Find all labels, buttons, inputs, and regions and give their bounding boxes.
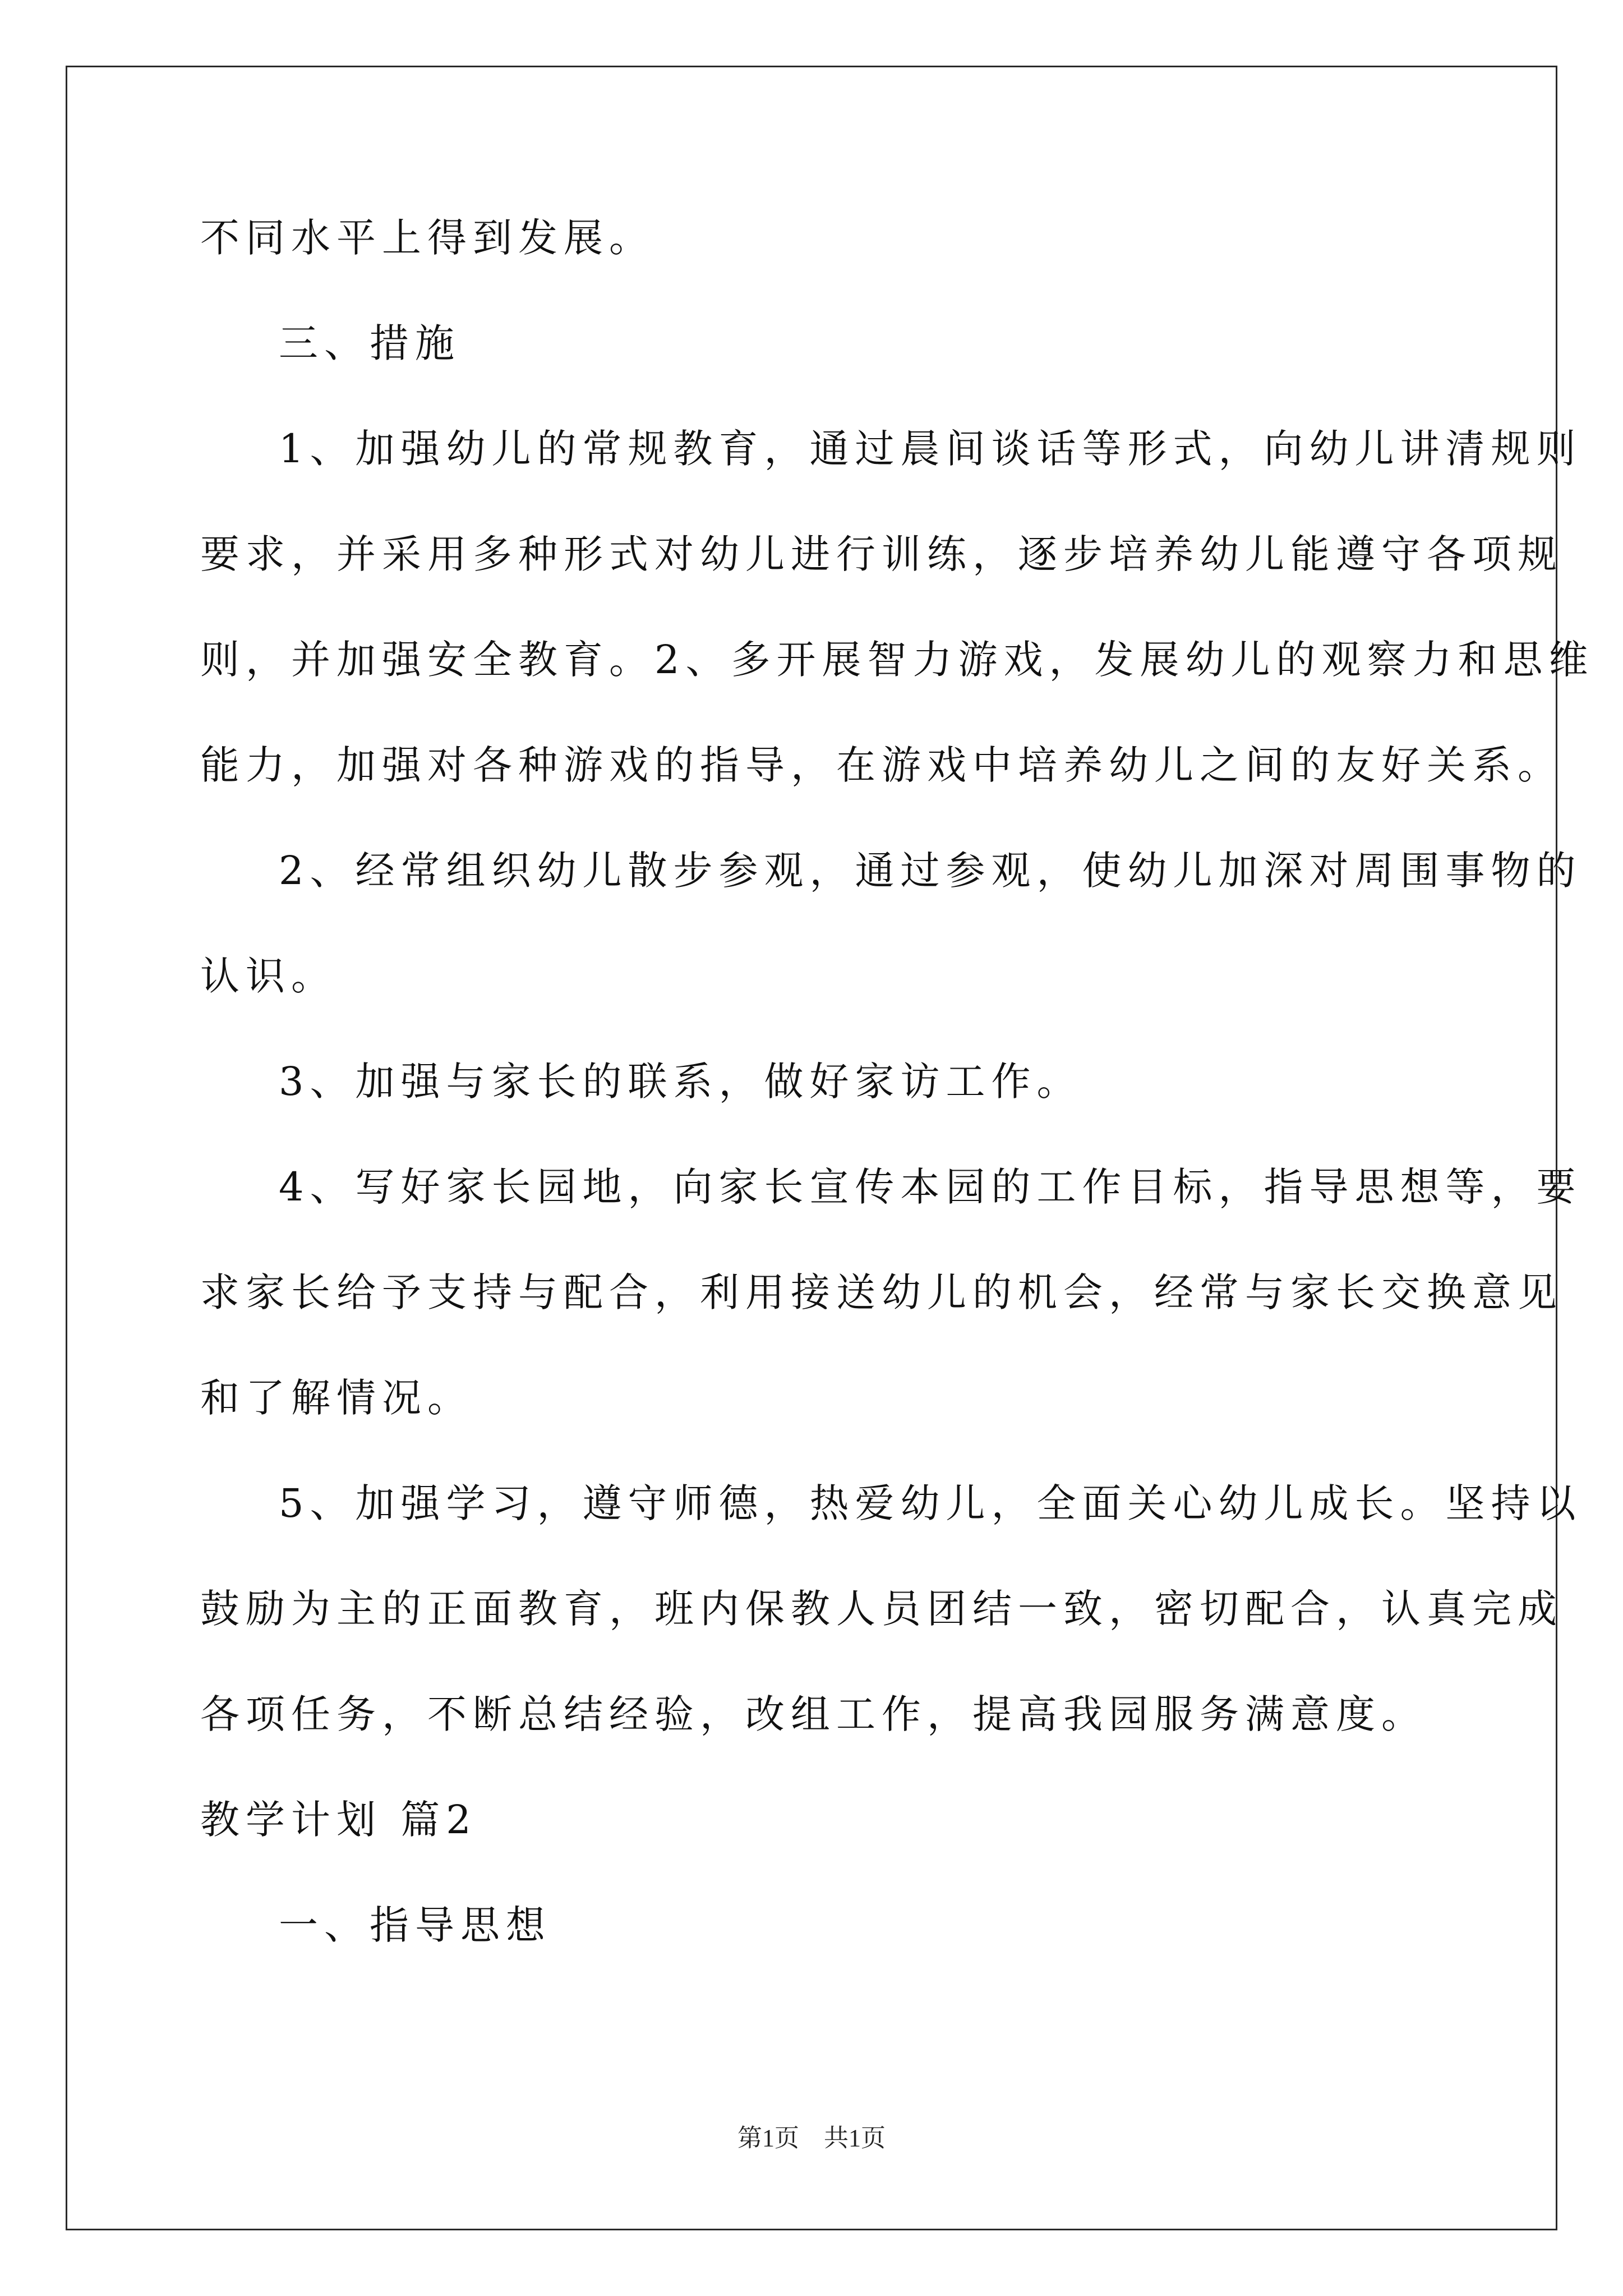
body-line: 不同水平上得到发展。 xyxy=(200,215,654,261)
document-body xyxy=(200,185,1594,1978)
body-line: 认识。 xyxy=(200,953,336,999)
body-line: 和了解情况。 xyxy=(200,1375,473,1421)
body-line: 则，并加强安全教育。2、多开展智力游戏，发展幼儿的观察力和思维 xyxy=(200,637,1594,683)
body-line: 4、写好家长园地，向家长宣传本园的工作目标，指导思想等，要 xyxy=(279,1164,1582,1210)
body-line: 2、经常组织幼儿散步参观，通过参观，使幼儿加深对周围事物的 xyxy=(279,848,1582,894)
section-heading-measures: 三、措施 xyxy=(279,320,460,366)
body-line: 鼓励为主的正面教育，班内保教人员团结一致，密切配合，认真完成 xyxy=(200,1586,1563,1632)
body-line: 5、加强学习，遵守师德，热爱幼儿，全面关心幼儿成长。坚持以 xyxy=(279,1480,1582,1526)
body-line: 3、加强与家长的联系，做好家访工作。 xyxy=(279,1059,1082,1105)
body-line: 求家长给予支持与配合，利用接送幼儿的机会，经常与家长交换意见 xyxy=(200,1269,1563,1315)
body-line: 要求，并采用多种形式对幼儿进行训练，逐步培养幼儿能遵守各项规 xyxy=(200,531,1563,577)
section-title-plan-2: 教学计划 篇2 xyxy=(200,1797,477,1843)
body-line: 能力，加强对各种游戏的指导，在游戏中培养幼儿之间的友好关系。 xyxy=(200,742,1563,788)
section-heading-guiding-ideology: 一、指导思想 xyxy=(279,1902,551,1948)
body-line: 1、加强幼儿的常规教育，通过晨间谈话等形式，向幼儿讲清规则 xyxy=(279,426,1582,472)
body-line: 各项任务，不断总结经验，改组工作，提高我园服务满意度。 xyxy=(200,1691,1427,1737)
page-number-footer: 第1页 共1页 xyxy=(737,2124,886,2152)
